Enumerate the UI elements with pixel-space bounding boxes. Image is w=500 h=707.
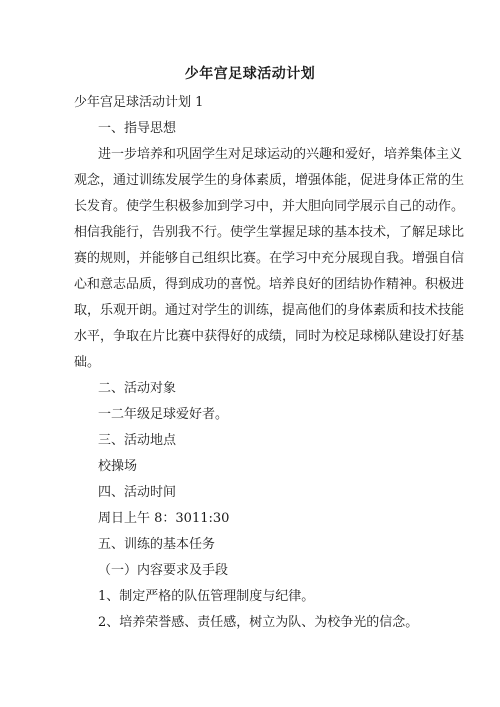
section-heading-guide: 一、指导思想 [98, 121, 177, 136]
document-title: 少年宫足球活动计划 [184, 66, 316, 82]
section-heading-place: 三、活动地点 [98, 433, 177, 448]
paragraph-line: 相信我能行，告别我不行。使学生掌握足球的基本技术，了解足球比 [74, 225, 465, 240]
paragraph-line: 长发育。使学生积极参加到学习中，并大胆向同学展示自己的动作。 [74, 199, 465, 214]
section-heading-time: 四、活动时间 [98, 485, 177, 500]
section-heading-tasks: 五、训练的基本任务 [98, 537, 216, 552]
list-item: 2、培养荣誉感、责任感，树立为队、为校争光的信念。 [98, 615, 419, 630]
paragraph-line: 础。 [74, 355, 101, 370]
paragraph-line: 水平，争取在片比赛中获得好的成绩，同时为校足球梯队建设打好基 [74, 329, 465, 344]
section-content-place: 校操场 [98, 459, 138, 474]
paragraph-line: 取，乐观开朗。通过对学生的训练，提高他们的身体素质和技术技能 [74, 303, 465, 318]
paragraph-line: 观念，通过训练发展学生的身体素质，增强体能，促进身体正常的生 [74, 173, 465, 188]
paragraph-line: 心和意志品质，得到成功的喜悦。培养良好的团结协作精神。积极进 [74, 277, 465, 292]
list-item: 1、制定严格的队伍管理制度与纪律。 [98, 589, 315, 604]
paragraph-line: 进一步培养和巩固学生对足球运动的兴趣和爱好，培养集体主义 [98, 147, 463, 162]
section-content-target: 一二年级足球爱好者。 [98, 407, 229, 422]
paragraph-line: 赛的规则，并能够自己组织比赛。在学习中充分展现自我。增强自信 [74, 251, 465, 266]
section-subheading-tasks: （一）内容要求及手段 [98, 563, 229, 578]
section-content-time: 周日上午 8：3011:30 [98, 511, 230, 526]
section-heading-target: 二、活动对象 [98, 381, 177, 396]
document-subtitle: 少年宫足球活动计划 1 [74, 95, 204, 110]
